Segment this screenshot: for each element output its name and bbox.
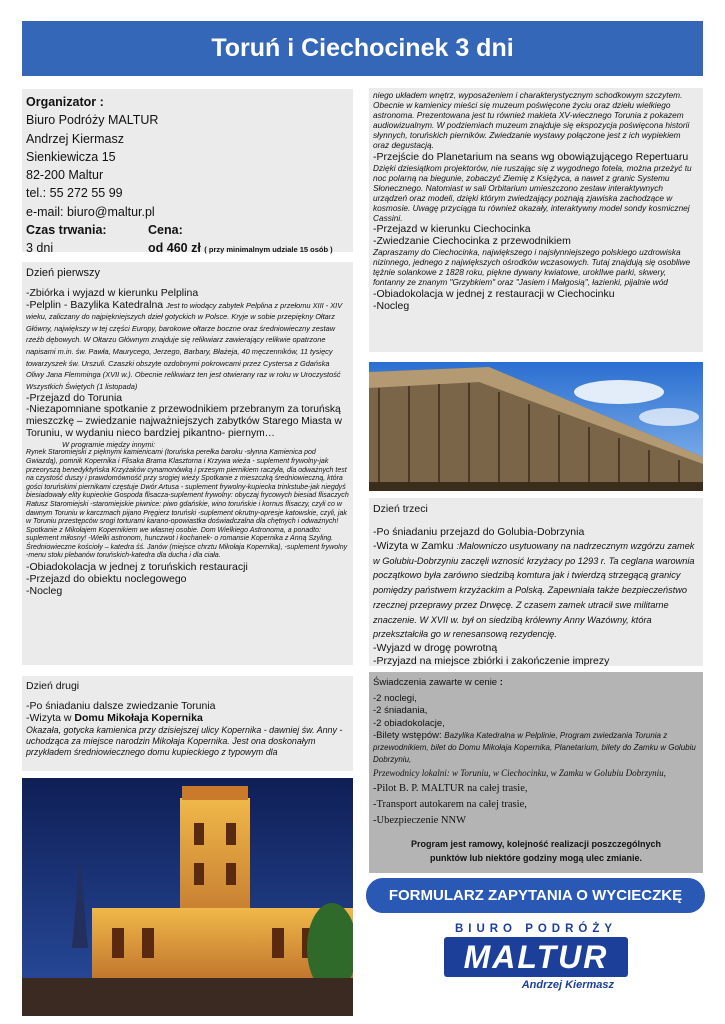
organizer-line: Sienkiewicza 15 [26, 149, 116, 164]
service-item: -Pilot B. P. MALTUR na całej trasie, [373, 783, 528, 794]
day2-item: -Nocleg [373, 299, 410, 312]
day2-description: Okazała, gotycka kamienica przy dzisiejszej ulicy Kopernika - dawniej św. Anny - uchodząca za miejsce narodzin Mikołaja Kopernika. Jest ona doskonałym przykładem średniowiecznego domu kupieckiego z typowym dla [26, 724, 343, 757]
day2-continued [369, 88, 703, 352]
day3-item: -Po śniadaniu przejazd do Golubia-Dobrzynia [373, 526, 585, 538]
day2-item: -Przejazd w kierunku Ciechocinka [373, 223, 531, 236]
services-section [369, 672, 703, 873]
logo-owner: Andrzej Kiermasz [521, 979, 614, 991]
organizer-label: Organizator : [26, 95, 104, 109]
day1-description: Jest to wiodący zabytek Pelplina z przełomu XIII - XIV wieku, zaliczany do najpiękniejszych dzieł gotyckich w Polsce. Kryje w sobie przepiękny Ołtarz Główny, największy w tej części Europy, barokowe ołtarze boczne oraz średniowieczny zestaw rzeźb dębowych. W Ołtarzu Głównym znajduje się relikwiarz zawierający relikwie opatrzone napisami m.in. św. Pawła, Maurycego, Jerzego, Barbary, Błażeja, 40 męczenników, 11 tysięcy towarzyszek św. Urszuli. Czaszki obszyte ozdobnymi pokrowcami przez Cystersa z Gdańska Oliwy Jana Flemminga (XVII w.). Obecnie relikwiarz ten jest otwierany raz w roku w Uroczystość Wszystkich Świętych (1 listopada) [26, 300, 343, 391]
day1-item: -Przejazd do Torunia [26, 392, 123, 405]
page-title: Toruń i Ciechocinek 3 dni [22, 21, 703, 76]
logo-top-text: BIURO PODRÓŻY [454, 923, 618, 935]
day3-heading: Dzień trzeci [373, 503, 428, 515]
day1-section [22, 262, 353, 665]
organizer-line: 82-200 Maltur [26, 168, 104, 183]
logo-name: MALTUR [444, 937, 628, 977]
day3-item: -Wizyta w Zamku [373, 540, 454, 552]
day3-description: :Malowniczo usytuowany na nadrzecznym wzgórzu zamek w Golubiu-Dobrzyniu zaczęli wznosić krzyżacy po 1293 r. Ta ceglana warownia początkowo była zarówno siedzibą komtura jak i twierdzą strzegącą granicy pomiędzy państwem krzyżackim a Polską. Zapewniała także bezpieczeństwo rzecznej przeprawy przez Drwęcę. Z czasem zamek utracił swe militarne znaczenie. W XVII w. był on siedzibą królewny Anny Wazówny, która przekształciła go w renesansową rezydencję. [373, 541, 695, 640]
organizer-phone: tel.: 55 272 55 99 [26, 186, 123, 201]
maltur-logo [438, 922, 634, 1004]
service-item: -2 obiadokolacje, [373, 717, 445, 729]
service-guides: Przewodnicy lokalni: w Toruniu, w Ciechocinku, w Zamku w Golubiu Dobrzyniu, [373, 768, 666, 778]
price-note: ( przy minimalnym udziale 15 osób ) [204, 245, 333, 255]
price-value: od 460 zł [148, 241, 201, 256]
day2-item: -Obiadokolacja w jednej z restauracji w Ciechocinku [373, 287, 615, 300]
day2-item-bold: Domu Mikołaja Kopernika [74, 712, 203, 725]
graduation-tower-photo [369, 362, 703, 491]
day1-item: -Pelplin - Bazylika Katedralna [26, 298, 164, 311]
day2-item: -Po śniadaniu dalsze zwiedzanie Torunia [26, 700, 216, 713]
day2-description: Zapraszamy do Ciechocinka, największego i najsłynniejszego polskiego uzdrowiska nizinnego, jednego z największych ośrodków wczasowych. Tutaj znajdują się osobliwe tężnie solankowe z 1828 roku, piękne dywany kwiatowe, uroklIwe parki, skwery, fontanny ze znanym "Grzybkiem" oraz "Jasiem i Małgosią", łazienki, pijalnie wód [373, 247, 691, 288]
organizer-email[interactable]: e-mail: biuro@maltur.pl [26, 204, 155, 219]
services-heading-colon: : [497, 677, 503, 688]
day1-program-heading: W programie między innymi: [62, 440, 156, 450]
day1-heading: Dzień pierwszy [26, 267, 100, 279]
day3-item: -Wyjazd w drogę powrotną [373, 641, 498, 654]
services-heading: Świadczenia zawarte w cenie [373, 677, 498, 688]
day2-item: -Przejście do Planetarium na seans wg obowiązującego Repertuaru [373, 150, 689, 163]
duration-value: 3 dni [26, 241, 54, 256]
torun-town-hall-photo [22, 778, 353, 1016]
inquiry-form-button[interactable]: FORMULARZ ZAPYTANIA O WYCIECZKĘ [366, 878, 705, 913]
day2-heading: Dzień drugi [26, 680, 80, 692]
service-item: -Bilety wstępów: [373, 730, 442, 741]
day2-description: Dzięki dziesiątkom projektorów, nie ruszając się z wygodnego fotela, można przeżyć tu noc polarną na biegunie, zobaczyć Ziemię z Księżyca, a nawet z granic Systemu Słonecznego. Natomiast w sali Orbitarium umieszczono zestaw interaktywnych urządzeń oraz modeli, dzięki którym zwiedzający poznają zjawiska zachodzące w kosmosie. Uwagę przyciąga tu również okazały, interaktywny model sondy kosmicznej Cassini. [373, 162, 692, 224]
day1-item: -Niezapomniane spotkanie z przewodnikiem przebranym za toruńską mieszczkę – zwiedzanie najważniejszych zabytków Starego Miasta w Toruniu, w wydaniu nieco bardziej pikantno- piernym… [26, 404, 342, 440]
day2-section [22, 676, 353, 771]
service-item: -2 noclegi, [373, 692, 417, 704]
day1-item: -Obiadokolacja w jednej z toruńskich restauracji [26, 561, 248, 574]
program-note: Program jest ramowy, kolejność realizacji poszczególnych punktów lub niektóre godziny mogą ulec zmianie. [411, 839, 661, 863]
day1-item: -Zbiórka i wyjazd w kierunku Pelplina [26, 286, 199, 299]
day2-description: niego układem wnętrz, wyposażeniem i charakterystycznym schodkowym szczytem. Obecnie w kamienicy mieści się muzeum poświęcone życiu oraz dziełu wielkiego astronoma. Prezentowana jest tu również makieta XV-wiecznego Torunia z pokazem audiowizualnym. W podziemiach muzeum znajduje się ekspozycja poświęcona historii słynnych, toruńskich pierników. Zwiedzanie wystawy połączone jest z ich wypiekiem oraz degustacją. [373, 90, 690, 151]
day1-item: -Nocleg [26, 585, 63, 598]
organizer-box [22, 89, 353, 256]
day3-section [369, 498, 703, 666]
service-item: -2 śniadania, [373, 705, 428, 716]
day1-program: Rynek Staromiejski z pięknymi kamienicami (toruńska perełka baroku -słynna Kamienica pod Gwiazdą), pomnik Kopernika i Flisaka Brama Klasztorna i Krzywa wieża - suplement frywolny-jak przeoryszą benedyktyńska Krzyżaków cynamonówką i przesym piernikiem raczyła, dla odważnych test na czystość duszy i prawdomówność przy srogiej wieży Spotkanie z mieszczką średniowieczną, która gości toruńskimi piernikami częstuje Dwór Artusa - suplement frywolny-kupiecka trinkstube-jak niegdyś biesiadowały elity kupieckie Gospoda flisacza-suplement frywolny: obyczaj frycowych biesiad flisaczych Ratusz Staromiejski -staromiejskie piwnice: piwo gdańskie, wino toruńskie i kornus flisaczy, czyli co w dawnym Toruniu w karczmach pijano Pręgierz toruński -suplement okrutny-opresje katowskie, czyli, jak w Toruniu przestępców srogi torturami karano-opowiastka doświadczalna dla chętnych i odważnych! Spotkanie z Mikołajem Kopernikiem we własnej osobie. Dom Wielkiego Astronoma, a ponadto: suplement miłosny! -Wielki astronom, hunczwot i kochanek- o romansie Kopernika z Anną Szyling. Średniowieczne kościoły – katedra śś. Janów (miejsce chrztu Mikołaja Kopernika), -suplement frywolny -menu stołu plebanów toruńskich-katedra dla ducha i dla ciała. [26, 449, 349, 560]
service-tickets: Bazylika Katedralna w Pelplinie, Program zwiedzania Torunia z przewodnikiem, bilet do Domu Mikołaja Kopernika, Planetarium, bilety do Zamku w Golubiu Dobrzyniu, [373, 731, 696, 764]
day2-item: -Wizyta w [26, 712, 75, 725]
day3-item: -Przyjazd na miejsce zbiórki i zakończenie imprezy [373, 654, 610, 667]
duration-label: Czas trwania: [26, 223, 107, 238]
service-item: -Ubezpieczenie NNW [373, 815, 466, 826]
day1-item: -Przejazd do obiektu noclegowego [26, 573, 187, 586]
day2-item: -Zwiedzanie Ciechocinka z przewodnikiem [373, 235, 571, 248]
organizer-line: Andrzej Kiermasz [26, 131, 124, 146]
organizer-line: Biuro Podróży MALTUR [26, 113, 159, 128]
price-label: Cena: [148, 223, 183, 238]
service-item: -Transport autokarem na całej trasie, [373, 799, 527, 810]
